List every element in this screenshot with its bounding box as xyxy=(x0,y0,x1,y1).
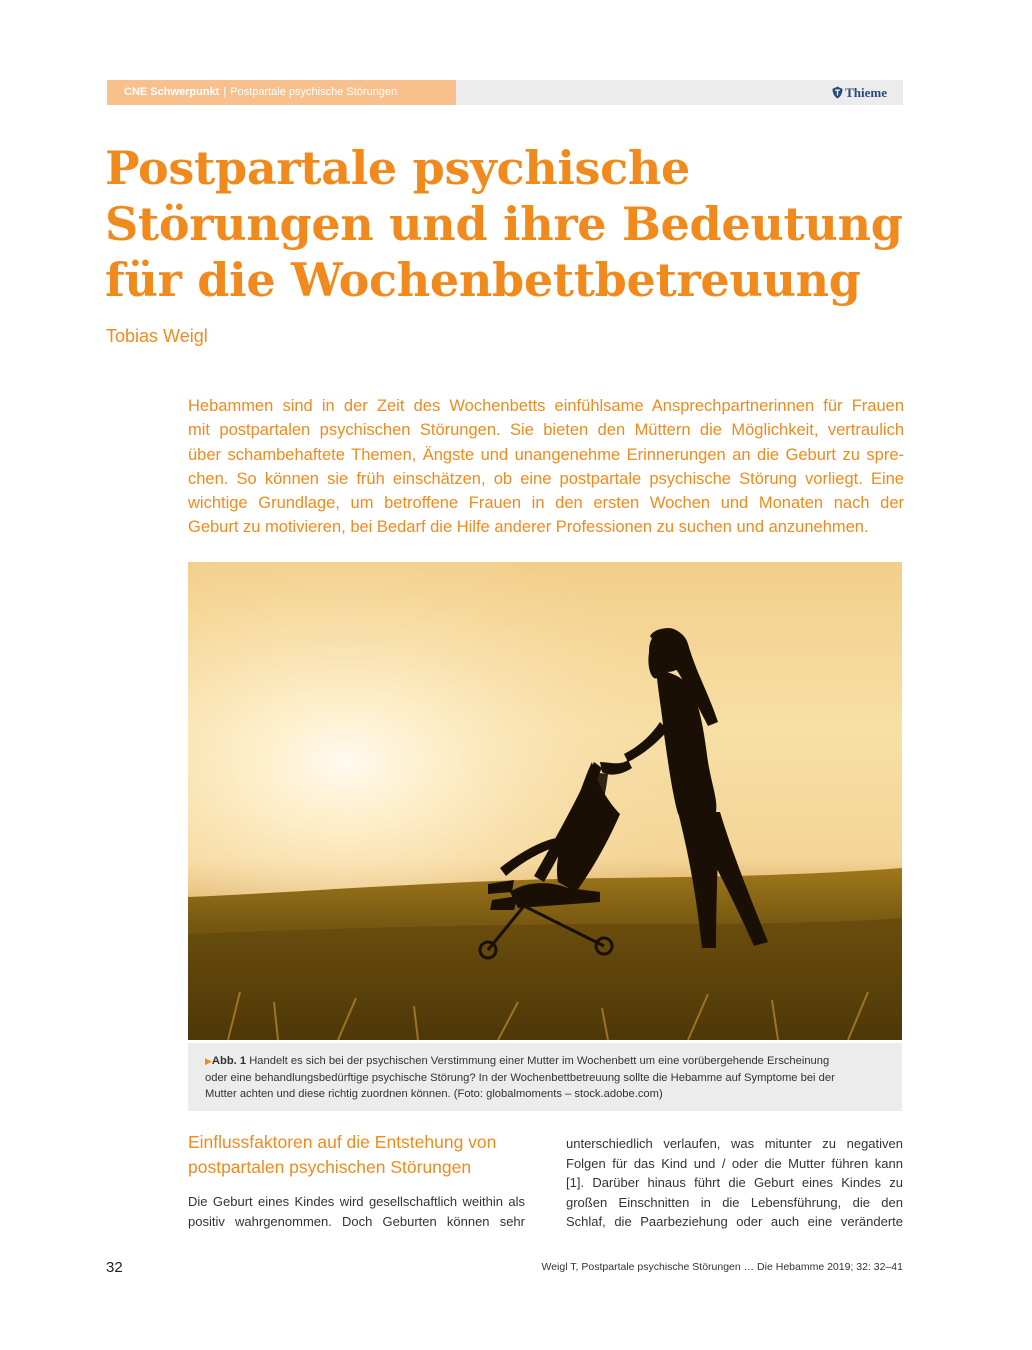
mother-stroller-silhouette-image xyxy=(188,562,902,1040)
running-header xyxy=(107,80,903,105)
header-separator: | xyxy=(223,86,227,98)
title-line: Störungen und ihre Bedeutung xyxy=(105,197,903,251)
body-line: unterschiedlich verlaufen, was mitunter zu negativen xyxy=(566,1136,903,1151)
body-line: Folgen für das Kind und / oder die Mutter führen kann xyxy=(566,1155,903,1171)
title-line: für die Wochenbettbetreuung xyxy=(105,253,861,307)
lead-line: Geburt zu motivieren, bei Bedarf die Hilfe anderer Professionen zu suchen und anzunehmen. xyxy=(188,518,869,537)
article-title xyxy=(105,140,965,308)
article-lead xyxy=(188,394,904,540)
body-column-left xyxy=(188,1192,525,1231)
lead-line: wichtige Grundlage, um betroffene Frauen in den ersten Wochen und Monaten nach der xyxy=(188,494,904,513)
article-author: Tobias Weigl xyxy=(106,326,208,346)
publisher-name: Thieme xyxy=(845,85,887,100)
body-line: Schlaf, die Paarbeziehung oder auch eine veränderte xyxy=(566,1214,903,1229)
header-section-tab xyxy=(107,80,456,105)
header-section-label: CNE Schwerpunkt xyxy=(124,86,220,98)
header-topic: Postpartale psychische Störungen xyxy=(230,86,398,98)
figure-label: Abb. 1 xyxy=(211,1055,247,1067)
lead-line: chen. So können sie früh einschätzen, ob eine postpartale psychische Störung vorliegt. Eine xyxy=(188,469,904,488)
caption-line-2: oder eine behandlungsbedürftige psychische Störung? In der Wochenbettbetreuung sollte die Hebamme auf Symptome bei der xyxy=(205,1071,835,1084)
section-heading-line: postpartalen psychischen Störungen xyxy=(188,1157,472,1177)
body-column-right xyxy=(566,1134,903,1232)
lead-line: mit postpartalen psychischen Störungen. Sie bieten den Müttern die Möglichkeit, vertraulich xyxy=(188,421,904,440)
lead-line: über schambehaftete Themen, Ängste und unangenehme Erinnerungen an die Geburt zu spre- xyxy=(188,445,904,464)
triangle-right-icon: ▶ xyxy=(205,1056,212,1066)
caption-line-1 xyxy=(205,1053,886,1070)
body-line: großen Einschnitten in die Lebensführung, die den xyxy=(566,1194,903,1210)
figure-photo xyxy=(188,562,902,1040)
page-number: 32 xyxy=(106,1259,123,1276)
body-line: [1]. Darüber hinaus führt die Geburt eines Kindes zu xyxy=(566,1175,903,1190)
footer-citation: Weigl T, Postpartale psychische Störungen … Die Hebamme 2019; 32: 32–41 xyxy=(541,1261,903,1273)
caption-text: Handelt es sich bei der psychischen Verstimmung einer Mutter im Wochenbett um eine vorübergehende Erscheinung xyxy=(249,1055,830,1067)
lead-line: Hebammen sind in der Zeit des Wochenbetts einfühlsame Ansprechpartnerinnen für Frauen xyxy=(188,397,904,415)
publisher-logo xyxy=(832,80,887,105)
figure-caption xyxy=(188,1043,902,1111)
section-heading xyxy=(188,1130,533,1180)
title-line: Postpartale psychische xyxy=(105,141,690,195)
body-line: positiv wahrgenommen. Doch Geburten können sehr xyxy=(188,1213,525,1229)
thieme-logo-icon xyxy=(832,86,843,99)
caption-line-3: Mutter achten und diese richtig zuordnen können. (Foto: globalmoments – stock.adobe.com) xyxy=(205,1088,663,1100)
body-line: Die Geburt eines Kindes wird gesellschaftlich weithin als xyxy=(188,1194,525,1209)
section-heading-line: Einflussfaktoren auf die Entstehung von xyxy=(188,1132,497,1152)
